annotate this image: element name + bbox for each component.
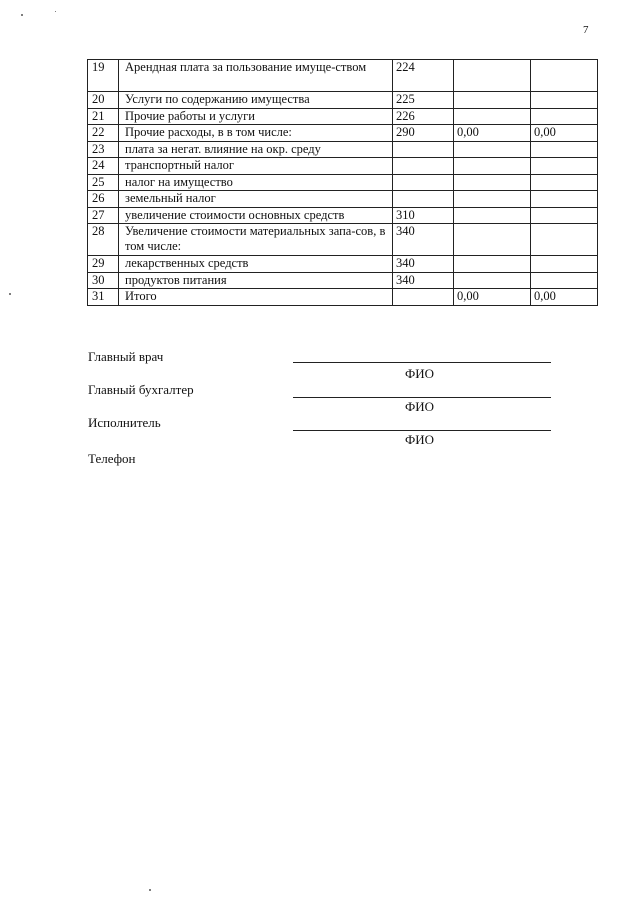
row-description: Итого <box>119 289 393 306</box>
table-row <box>88 141 598 158</box>
chief-accountant-signature-line <box>293 397 551 398</box>
table-row <box>88 125 598 142</box>
row-number: 19 <box>88 60 119 92</box>
row-value-2 <box>531 207 598 224</box>
row-code <box>393 174 454 191</box>
phone-label: Телефон <box>88 451 136 466</box>
row-value-2 <box>531 60 598 92</box>
table-row <box>88 256 598 273</box>
row-description: налог на имущество <box>119 174 393 191</box>
row-code: 225 <box>393 92 454 109</box>
chief-accountant-fio-caption: ФИО <box>405 399 435 414</box>
page-number: 7 <box>583 24 589 36</box>
row-description: лекарственных средств <box>119 256 393 273</box>
row-description: Услуги по содержанию имущества <box>119 92 393 109</box>
row-value-1 <box>454 272 531 289</box>
row-number: 28 <box>88 224 119 256</box>
row-description: продуктов питания <box>119 272 393 289</box>
row-value-2 <box>531 224 598 256</box>
row-number: 31 <box>88 289 119 306</box>
row-value-1 <box>454 191 531 208</box>
row-code <box>393 191 454 208</box>
row-code: 290 <box>393 125 454 142</box>
row-value-2 <box>531 92 598 109</box>
row-code: 340 <box>393 256 454 273</box>
row-code: 224 <box>393 60 454 92</box>
row-value-1 <box>454 224 531 256</box>
chief-doctor-label: Главный врач <box>88 349 164 364</box>
row-description: земельный налог <box>119 191 393 208</box>
row-number: 20 <box>88 92 119 109</box>
row-value-2 <box>531 256 598 273</box>
executor-label: Исполнитель <box>88 415 161 430</box>
row-value-1 <box>454 174 531 191</box>
row-description: Арендная плата за пользование имуще-ством <box>119 60 393 92</box>
row-description: Увеличение стоимости материальных запа-сов, в том числе: <box>119 224 393 256</box>
row-number: 25 <box>88 174 119 191</box>
row-value-2 <box>531 108 598 125</box>
row-value-2 <box>531 272 598 289</box>
row-value-1 <box>454 141 531 158</box>
table-row <box>88 158 598 175</box>
table-row <box>88 92 598 109</box>
scan-speck <box>9 293 11 295</box>
row-value-2 <box>531 141 598 158</box>
executor-fio-caption: ФИО <box>405 432 435 447</box>
row-number: 27 <box>88 207 119 224</box>
table-row <box>88 191 598 208</box>
row-number: 29 <box>88 256 119 273</box>
scan-speck <box>55 11 56 12</box>
row-number: 24 <box>88 158 119 175</box>
table-row <box>88 108 598 125</box>
row-value-2: 0,00 <box>531 125 598 142</box>
chief-doctor-fio-caption: ФИО <box>405 366 435 381</box>
table-row <box>88 207 598 224</box>
row-number: 21 <box>88 108 119 125</box>
row-value-1 <box>454 256 531 273</box>
row-code <box>393 141 454 158</box>
row-value-1: 0,00 <box>454 289 531 306</box>
row-value-2 <box>531 158 598 175</box>
chief-accountant-label: Главный бухгалтер <box>88 382 194 397</box>
table-row <box>88 60 598 92</box>
row-number: 26 <box>88 191 119 208</box>
row-value-1: 0,00 <box>454 125 531 142</box>
table-row-total <box>88 289 598 306</box>
row-description: плата за негат. влияние на окр. среду <box>119 141 393 158</box>
row-code: 310 <box>393 207 454 224</box>
row-value-1 <box>454 108 531 125</box>
row-number: 30 <box>88 272 119 289</box>
row-description: увеличение стоимости основных средств <box>119 207 393 224</box>
row-value-1 <box>454 92 531 109</box>
row-value-2 <box>531 174 598 191</box>
row-code: 226 <box>393 108 454 125</box>
row-value-1 <box>454 60 531 92</box>
row-value-2 <box>531 191 598 208</box>
scan-speck <box>149 889 151 891</box>
scan-speck <box>21 14 23 16</box>
chief-doctor-signature-line <box>293 362 551 363</box>
table-row <box>88 224 598 256</box>
row-number: 23 <box>88 141 119 158</box>
row-code: 340 <box>393 272 454 289</box>
row-number: 22 <box>88 125 119 142</box>
table-row <box>88 174 598 191</box>
row-code: 340 <box>393 224 454 256</box>
row-code <box>393 289 454 306</box>
executor-signature-line <box>293 430 551 431</box>
row-description: Прочие расходы, в в том числе: <box>119 125 393 142</box>
row-value-2: 0,00 <box>531 289 598 306</box>
row-description: Прочие работы и услуги <box>119 108 393 125</box>
expense-table <box>87 59 598 306</box>
row-value-1 <box>454 158 531 175</box>
table-row <box>88 272 598 289</box>
row-description: транспортный налог <box>119 158 393 175</box>
row-value-1 <box>454 207 531 224</box>
row-code <box>393 158 454 175</box>
